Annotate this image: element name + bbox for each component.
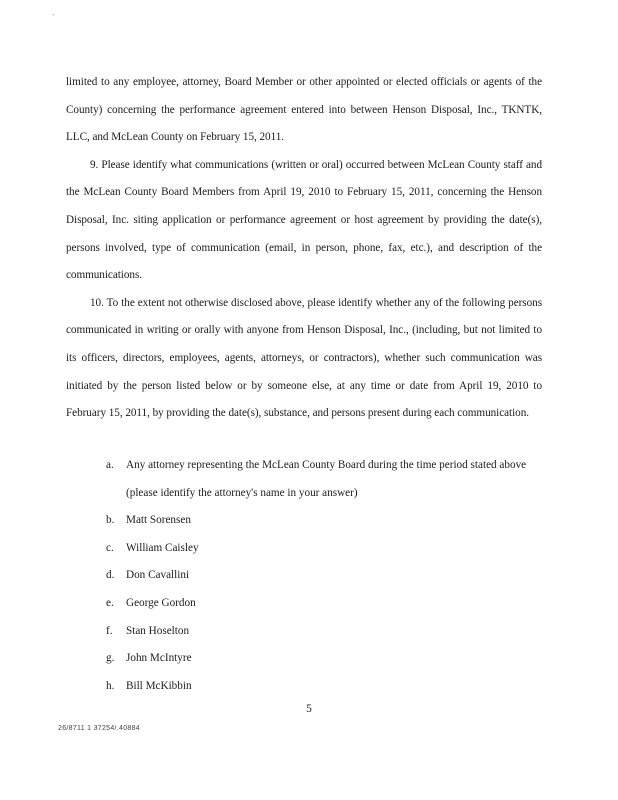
list-marker: g. [106, 652, 115, 665]
list-item [106, 535, 536, 563]
persons-list [106, 452, 536, 700]
list-item-text: Bill McKibbin [126, 679, 192, 692]
list-marker: c. [106, 541, 114, 554]
list-marker: b. [106, 514, 115, 527]
list-item-text: John McIntyre [126, 652, 192, 665]
list-item [106, 645, 536, 673]
list-item [106, 452, 536, 507]
list-item [106, 618, 536, 646]
list-item-text: William Caisley [126, 541, 199, 554]
list-marker: f. [106, 624, 113, 637]
document-id-footer: 26/8711 1 37254/.40884 [58, 725, 140, 732]
list-item-text: Don Cavallini [126, 569, 190, 582]
list-item-text: Stan Hoselton [126, 624, 190, 637]
paragraph-continuation: limited to any employee, attorney, Board Member or other appointed or elected officials or agents of the County) concerning the performance agreement entered into between Henson Disposal, Inc., TKNTK, LLC, and McLean County on February 15, 2011. [66, 76, 542, 144]
page-number: 5 [306, 703, 312, 715]
list-item-text: Any attorney representing the McLean County Board during the time period stated above (please identify the attorney's name in your answer) [126, 459, 527, 499]
list-marker: e. [106, 596, 114, 609]
list-item-text: George Gordon [126, 596, 196, 609]
scan-artifact-mark: ` [52, 13, 55, 22]
list-marker: a. [106, 459, 114, 471]
paragraph-9: 9. Please identify what communications (written or oral) occurred between McLean County staff and the McLean County Board Members from April 19, 2010 to February 15, 2011, concerning the Henson Disposal, Inc. siting application or performance agreement or host agreement by providing the date(s), persons involved, type of communication (email, in person, phone, fax, etc.), and description of the communications. [66, 158, 542, 282]
list-item [106, 673, 536, 701]
list-item [106, 562, 536, 590]
list-item-text: Matt Sorensen [126, 514, 191, 527]
list-marker: d. [106, 569, 115, 582]
list-item [106, 507, 536, 535]
list-marker: h. [106, 679, 115, 692]
document-body [66, 69, 542, 428]
paragraph-10: 10. To the extent not otherwise disclosed above, please identify whether any of the following persons communicated in writing or orally with anyone from Henson Disposal, Inc., (including, but not limited to its officers, directors, employees, agents, attorneys, or contractors), whether such communication was initiated by the person listed below or by someone else, at any time or date from April 19, 2010 to February 15, 2011, by providing the date(s), substance, and persons present during each communication. [66, 296, 542, 420]
list-item [106, 590, 536, 618]
